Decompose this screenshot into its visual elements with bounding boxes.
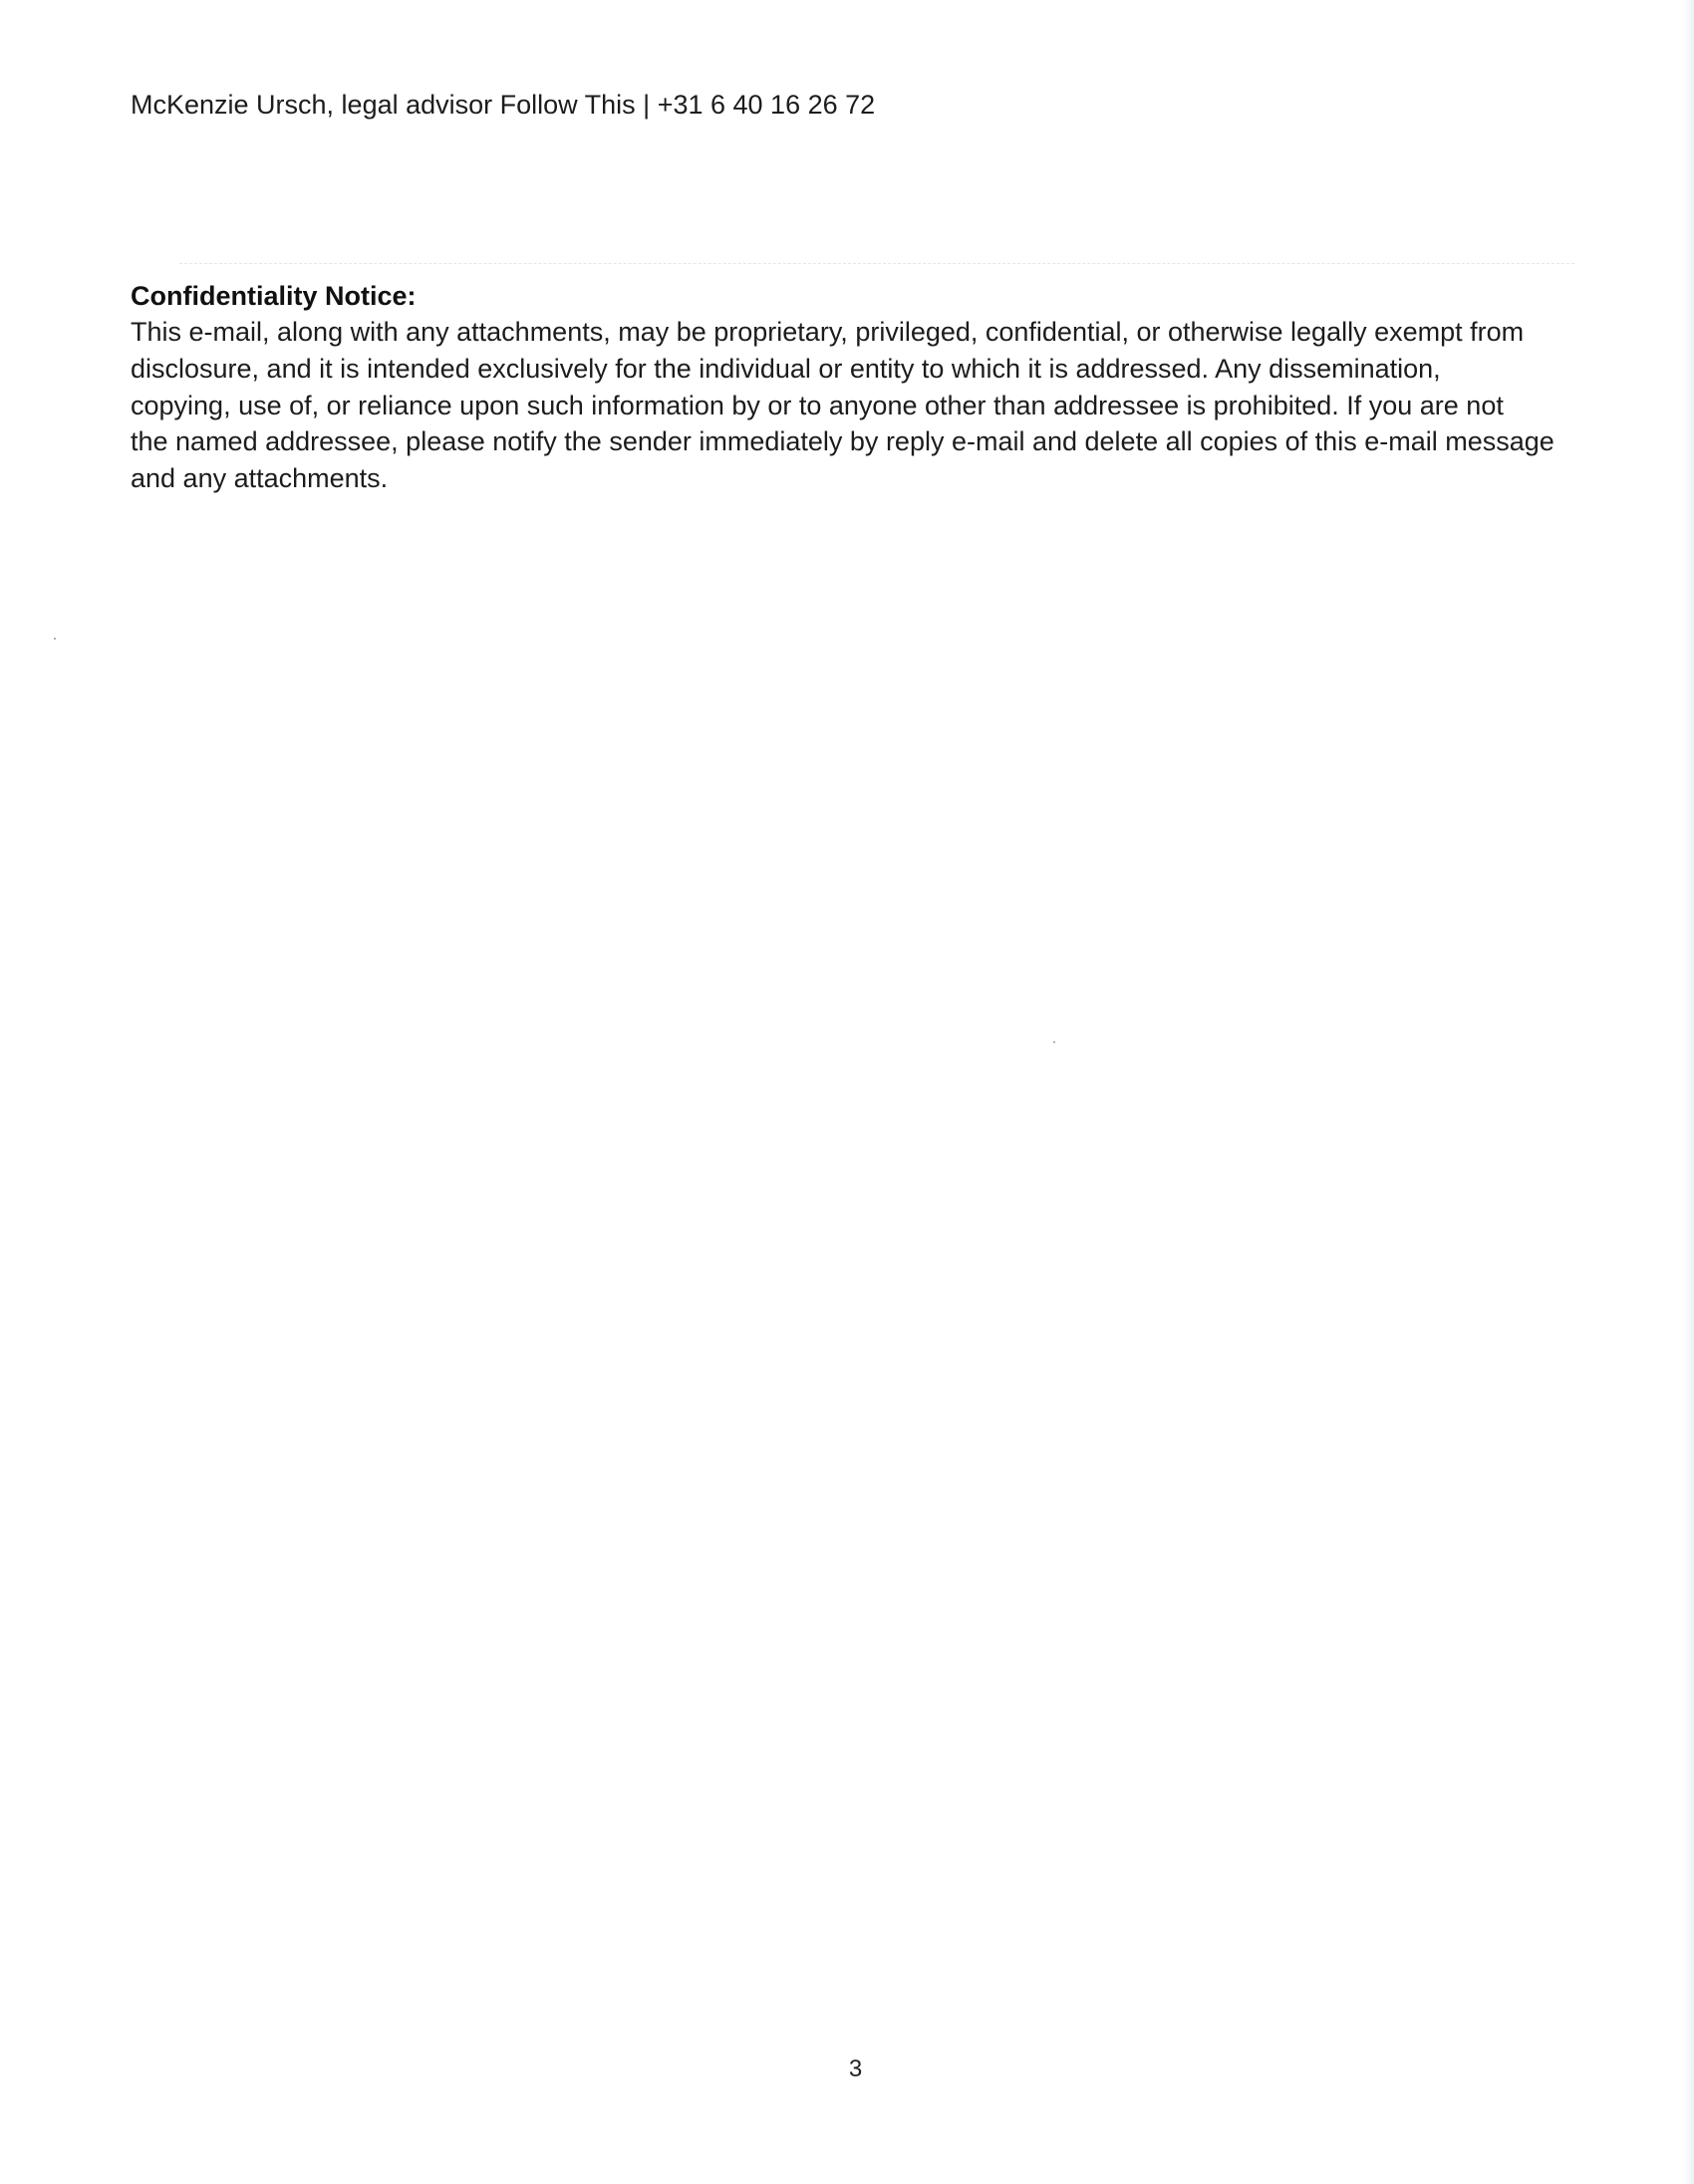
notice-line-3: copying, use of, or reliance upon such information by or to anyone other than addressee is prohibited. If you are not [131,390,1504,420]
notice-line-2: disclosure, and it is intended exclusively for the individual or entity to which it is addressed. Any dissemination, [131,353,1441,384]
email-signature: McKenzie Ursch, legal advisor Follow This | +31 6 40 16 26 72 [131,90,876,120]
confidentiality-notice [131,278,1625,497]
faint-separator-line [179,263,1574,264]
scan-speck [54,638,56,640]
notice-line-4: the named addressee, please notify the sender immediately by reply e-mail and delete all copies of this e-mail message [131,426,1554,457]
notice-line-5: and any attachments. [131,463,389,494]
notice-line-1: This e-mail, along with any attachments, may be proprietary, privileged, confidential, or otherwise legally exempt from [131,317,1525,347]
page-number: 3 [848,2055,863,2082]
scan-speck [1053,1041,1055,1043]
scan-edge-shadow [1684,0,1694,2184]
confidentiality-heading: Confidentiality Notice: [131,281,417,311]
